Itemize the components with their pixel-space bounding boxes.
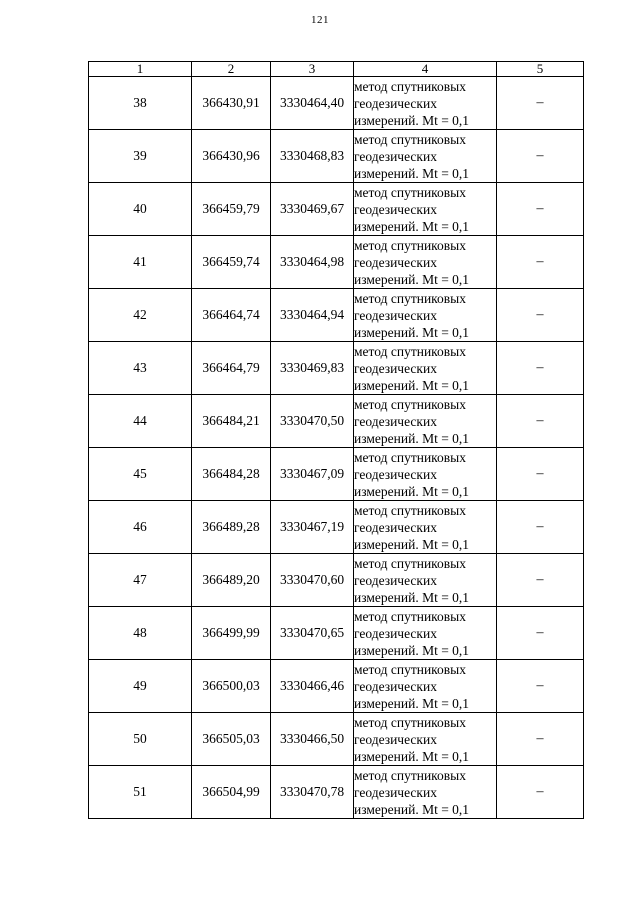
point-number-cell: 40 [89, 183, 192, 236]
method-line: метод спутниковых [354, 131, 466, 147]
point-number-cell: 45 [89, 448, 192, 501]
method-cell [354, 607, 497, 660]
column-5-cell: – [497, 236, 584, 289]
method-line: измерений. Mt = 0,1 [354, 324, 470, 340]
header-col-2: 2 [192, 62, 271, 77]
method-line: метод спутниковых [354, 78, 466, 94]
x-coordinate-cell: 366430,91 [192, 77, 271, 130]
table-body [89, 77, 584, 819]
method-line: измерений. Mt = 0,1 [354, 218, 470, 234]
method-line: измерений. Mt = 0,1 [354, 112, 470, 128]
table-row [89, 342, 584, 395]
table-row [89, 236, 584, 289]
table-row [89, 554, 584, 607]
y-coordinate-cell: 3330469,67 [271, 183, 354, 236]
method-line: геодезических [354, 148, 437, 164]
y-coordinate-cell: 3330470,50 [271, 395, 354, 448]
method-line: измерений. Mt = 0,1 [354, 748, 470, 764]
point-number-cell: 47 [89, 554, 192, 607]
table-row [89, 766, 584, 819]
method-line: измерений. Mt = 0,1 [354, 377, 470, 393]
y-coordinate-cell: 3330464,98 [271, 236, 354, 289]
method-cell [354, 342, 497, 395]
column-5-cell: – [497, 77, 584, 130]
table-row [89, 660, 584, 713]
x-coordinate-cell: 366484,28 [192, 448, 271, 501]
column-5-cell: – [497, 713, 584, 766]
x-coordinate-cell: 366489,20 [192, 554, 271, 607]
method-line: геодезических [354, 201, 437, 217]
x-coordinate-cell: 366430,96 [192, 130, 271, 183]
header-col-3: 3 [271, 62, 354, 77]
point-number-cell: 43 [89, 342, 192, 395]
table-row [89, 448, 584, 501]
x-coordinate-cell: 366499,99 [192, 607, 271, 660]
x-coordinate-cell: 366484,21 [192, 395, 271, 448]
method-line: геодезических [354, 731, 437, 747]
method-line: геодезических [354, 307, 437, 323]
x-coordinate-cell: 366459,74 [192, 236, 271, 289]
method-line: геодезических [354, 95, 437, 111]
method-line: метод спутниковых [354, 396, 466, 412]
method-cell [354, 448, 497, 501]
method-line: измерений. Mt = 0,1 [354, 165, 470, 181]
method-cell [354, 130, 497, 183]
method-line: измерений. Mt = 0,1 [354, 642, 470, 658]
method-line: геодезических [354, 466, 437, 482]
method-line: измерений. Mt = 0,1 [354, 536, 470, 552]
method-cell [354, 77, 497, 130]
y-coordinate-cell: 3330467,19 [271, 501, 354, 554]
method-cell [354, 554, 497, 607]
header-col-1: 1 [89, 62, 192, 77]
point-number-cell: 42 [89, 289, 192, 342]
point-number-cell: 48 [89, 607, 192, 660]
point-number-cell: 49 [89, 660, 192, 713]
method-cell [354, 183, 497, 236]
method-line: метод спутниковых [354, 502, 466, 518]
coordinates-table [88, 61, 584, 819]
point-number-cell: 38 [89, 77, 192, 130]
y-coordinate-cell: 3330466,50 [271, 713, 354, 766]
table-row [89, 130, 584, 183]
table-row [89, 77, 584, 130]
y-coordinate-cell: 3330470,60 [271, 554, 354, 607]
point-number-cell: 41 [89, 236, 192, 289]
column-5-cell: – [497, 607, 584, 660]
y-coordinate-cell: 3330466,46 [271, 660, 354, 713]
column-5-cell: – [497, 766, 584, 819]
header-col-5: 5 [497, 62, 584, 77]
method-line: геодезических [354, 519, 437, 535]
method-line: геодезических [354, 625, 437, 641]
column-5-cell: – [497, 289, 584, 342]
y-coordinate-cell: 3330470,78 [271, 766, 354, 819]
x-coordinate-cell: 366505,03 [192, 713, 271, 766]
y-coordinate-cell: 3330468,83 [271, 130, 354, 183]
column-5-cell: – [497, 660, 584, 713]
page-number: 121 [311, 14, 329, 26]
column-5-cell: – [497, 448, 584, 501]
method-cell [354, 713, 497, 766]
column-5-cell: – [497, 183, 584, 236]
method-cell [354, 395, 497, 448]
method-line: геодезических [354, 572, 437, 588]
method-cell [354, 766, 497, 819]
x-coordinate-cell: 366459,79 [192, 183, 271, 236]
method-cell [354, 236, 497, 289]
x-coordinate-cell: 366500,03 [192, 660, 271, 713]
y-coordinate-cell: 3330464,94 [271, 289, 354, 342]
method-cell [354, 660, 497, 713]
x-coordinate-cell: 366489,28 [192, 501, 271, 554]
x-coordinate-cell: 366464,79 [192, 342, 271, 395]
point-number-cell: 50 [89, 713, 192, 766]
method-line: метод спутниковых [354, 184, 466, 200]
method-line: метод спутниковых [354, 290, 466, 306]
point-number-cell: 39 [89, 130, 192, 183]
method-line: измерений. Mt = 0,1 [354, 695, 470, 711]
column-5-cell: – [497, 554, 584, 607]
method-line: измерений. Mt = 0,1 [354, 801, 470, 817]
point-number-cell: 44 [89, 395, 192, 448]
method-line: измерений. Mt = 0,1 [354, 589, 470, 605]
method-line: геодезических [354, 413, 437, 429]
x-coordinate-cell: 366464,74 [192, 289, 271, 342]
method-line: метод спутниковых [354, 608, 466, 624]
method-line: геодезических [354, 360, 437, 376]
x-coordinate-cell: 366504,99 [192, 766, 271, 819]
method-line: метод спутниковых [354, 661, 466, 677]
y-coordinate-cell: 3330469,83 [271, 342, 354, 395]
method-line: геодезических [354, 254, 437, 270]
table-row [89, 289, 584, 342]
table-row [89, 607, 584, 660]
y-coordinate-cell: 3330467,09 [271, 448, 354, 501]
column-5-cell: – [497, 501, 584, 554]
method-line: метод спутниковых [354, 343, 466, 359]
table-row [89, 713, 584, 766]
y-coordinate-cell: 3330470,65 [271, 607, 354, 660]
method-cell [354, 289, 497, 342]
table-row [89, 183, 584, 236]
method-line: метод спутниковых [354, 714, 466, 730]
table-row [89, 501, 584, 554]
y-coordinate-cell: 3330464,40 [271, 77, 354, 130]
method-line: геодезических [354, 678, 437, 694]
column-5-cell: – [497, 130, 584, 183]
header-row [89, 62, 584, 77]
method-line: метод спутниковых [354, 767, 466, 783]
point-number-cell: 51 [89, 766, 192, 819]
method-line: метод спутниковых [354, 449, 466, 465]
method-line: измерений. Mt = 0,1 [354, 483, 470, 499]
table-header [89, 62, 584, 77]
method-line: измерений. Mt = 0,1 [354, 271, 470, 287]
column-5-cell: – [497, 342, 584, 395]
table-row [89, 395, 584, 448]
method-line: метод спутниковых [354, 237, 466, 253]
column-5-cell: – [497, 395, 584, 448]
header-col-4: 4 [354, 62, 497, 77]
method-line: геодезических [354, 784, 437, 800]
point-number-cell: 46 [89, 501, 192, 554]
method-cell [354, 501, 497, 554]
method-line: измерений. Mt = 0,1 [354, 430, 470, 446]
method-line: метод спутниковых [354, 555, 466, 571]
